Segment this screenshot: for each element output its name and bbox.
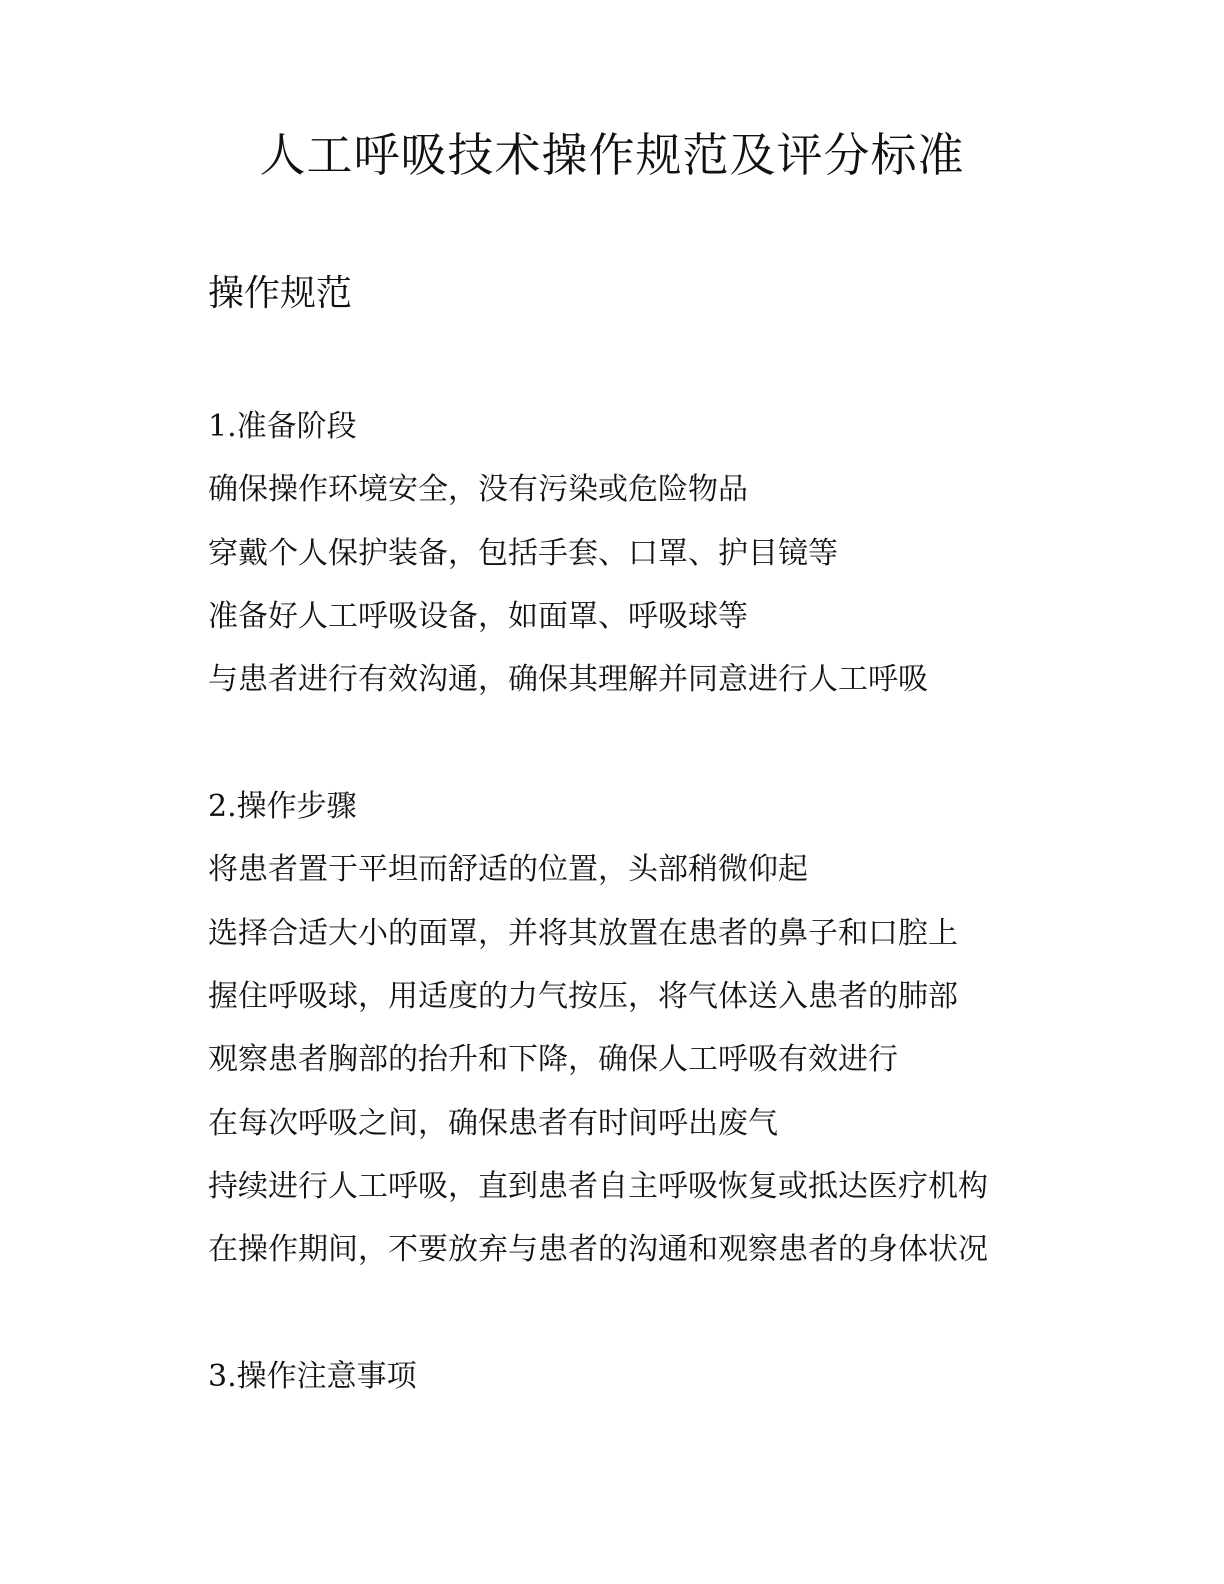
prep-item: 准备好人工呼吸设备，如面罩、呼吸球等 xyxy=(208,599,748,634)
section-heading: 操作规范 xyxy=(208,273,353,314)
steps-item: 握住呼吸球，用适度的力气按压，将气体送入患者的肺部 xyxy=(208,979,958,1014)
steps-item: 在每次呼吸之间，确保患者有时间呼出废气 xyxy=(208,1106,778,1141)
prep-item: 确保操作环境安全，没有污染或危险物品 xyxy=(208,472,748,507)
prep-heading: 1.准备阶段 xyxy=(208,409,357,444)
steps-item: 将患者置于平坦而舒适的位置，头部稍微仰起 xyxy=(208,852,808,887)
steps-item: 持续进行人工呼吸，直到患者自主呼吸恢复或抵达医疗机构 xyxy=(208,1169,988,1204)
prep-item: 与患者进行有效沟通，确保其理解并同意进行人工呼吸 xyxy=(208,662,928,697)
prep-item: 穿戴个人保护装备，包括手套、口罩、护目镜等 xyxy=(208,536,838,571)
steps-item: 在操作期间，不要放弃与患者的沟通和观察患者的身体状况 xyxy=(208,1232,988,1267)
notes-heading: 3.操作注意事项 xyxy=(208,1359,417,1394)
steps-item: 观察患者胸部的抬升和下降，确保人工呼吸有效进行 xyxy=(208,1042,898,1077)
steps-item: 选择合适大小的面罩，并将其放置在患者的鼻子和口腔上 xyxy=(208,916,958,951)
steps-heading: 2.操作步骤 xyxy=(208,789,357,824)
document-title: 人工呼吸技术操作规范及评分标准 xyxy=(259,128,965,182)
